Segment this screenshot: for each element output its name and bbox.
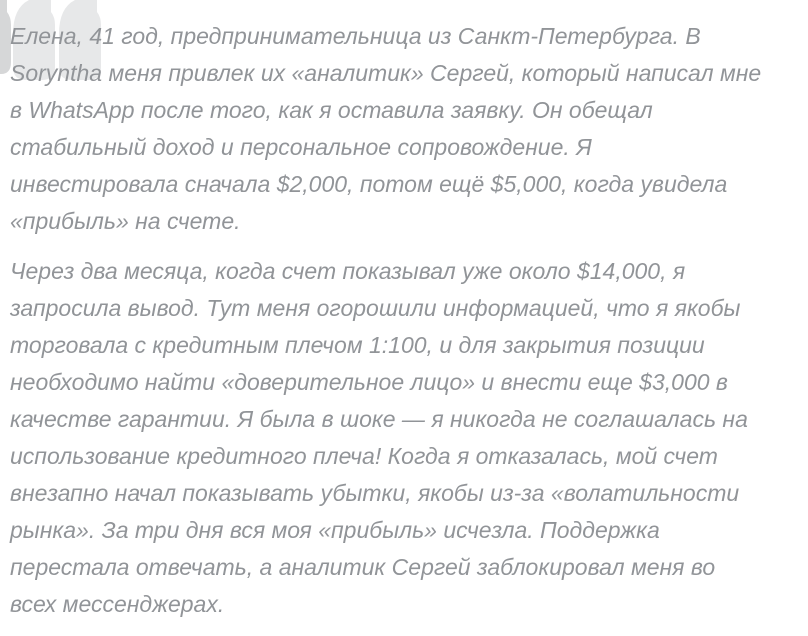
paragraph (10, 253, 808, 623)
text-line: Елена, 41 год, предпринимательница из Санкт-Петербурга. В (10, 23, 701, 49)
text-line: рынка». За три дня вся моя «прибыль» исчезла. Поддержка (10, 517, 660, 543)
text-line: инвестировала сначала $2,000, потом ещё $5,000, когда увидела (10, 171, 728, 197)
text-line: качестве гарантии. Я была в шоке — я никогда не соглашалась на (10, 406, 748, 432)
text-line: Через два месяца, когда счет показывал уже около $14,000, я (10, 258, 686, 284)
text-line: «прибыль» на счете. (10, 208, 241, 234)
text-line: всех мессенджерах. (10, 591, 225, 617)
text-line: внезапно начал показывать убытки, якобы из-за «волатильности (10, 480, 740, 506)
text-line: необходимо найти «доверительное лицо» и внести еще $3,000 в (10, 369, 728, 395)
text-line: перестала отвечать, а аналитик Сергей заблокировал меня во (10, 554, 716, 580)
text-line: стабильный доход и персональное сопровождение. Я (10, 134, 592, 160)
paragraph (10, 18, 808, 240)
text-line: в WhatsApp после того, как я оставила заявку. Он обещал (10, 97, 653, 123)
text-line: Soryntha меня привлек их «аналитик» Сергей, который написал мне (10, 60, 762, 86)
text-line: использование кредитного плеча! Когда я отказалась, мой счет (10, 443, 718, 469)
text-line: запросила вывод. Тут меня огорошили информацией, что я якобы (10, 295, 741, 321)
text-line: торговала с кредитным плечом 1:100, и для закрытия позиции (10, 332, 705, 358)
